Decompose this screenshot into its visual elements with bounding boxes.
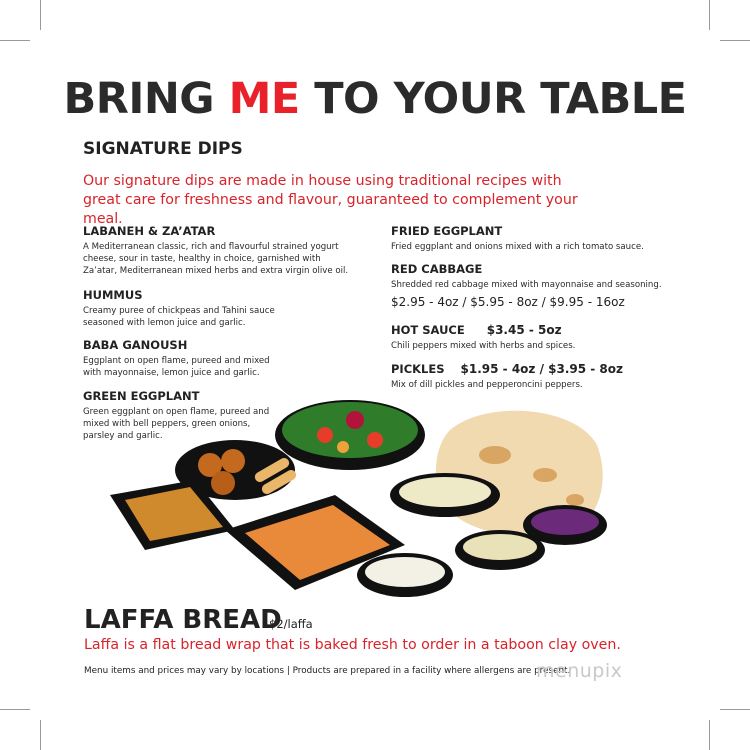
red-cabbage-dip xyxy=(531,509,599,535)
item-name: GREEN EGGPLANT xyxy=(83,389,200,403)
menu-item-labaneh xyxy=(83,224,368,278)
crop-mark xyxy=(0,40,30,41)
bread-char xyxy=(479,446,511,464)
labaneh-dip xyxy=(365,557,445,587)
tomato xyxy=(317,427,333,443)
hummus-dip xyxy=(399,477,491,507)
bread-char xyxy=(566,494,584,506)
headline-before: BRING xyxy=(63,74,229,124)
menu-item-pickles xyxy=(391,362,691,391)
item-desc: Fried eggplant and onions mixed with a rich tomato sauce. xyxy=(391,242,644,252)
laffa-title: LAFFA BREAD xyxy=(84,605,282,635)
tomato xyxy=(367,432,383,448)
item-name: PICKLES xyxy=(391,362,445,376)
item-name: HOT SAUCE xyxy=(391,323,465,337)
footer-note: Menu items and prices may vary by locations | Products are prepared in a facility where allergens are present. xyxy=(84,666,571,676)
item-name: LABANEH & ZA’ATAR xyxy=(83,224,216,238)
item-price: $3.45 - 5oz xyxy=(486,323,562,337)
laffa-price: $2/laffa xyxy=(269,617,313,631)
crop-mark xyxy=(40,720,41,750)
baba-ganoush-dip xyxy=(463,534,537,560)
falafel xyxy=(221,449,245,473)
menu-item-baba-ganoush xyxy=(83,338,368,379)
item-desc: Creamy puree of chickpeas and Tahini sauce seasoned with lemon juice and garlic. xyxy=(83,306,275,329)
crop-mark xyxy=(720,709,750,710)
laffa-description: Laffa is a flat bread wrap that is baked fresh to order in a taboon clay oven. xyxy=(84,637,621,653)
watermark: menupix xyxy=(536,660,623,682)
crop-mark xyxy=(709,0,710,30)
food-platter-image xyxy=(105,395,625,615)
item-name: HUMMUS xyxy=(83,288,143,302)
item-price: $1.95 - 4oz / $3.95 - 8oz xyxy=(460,362,624,376)
beet xyxy=(346,411,364,429)
crop-mark xyxy=(40,0,41,30)
menu-item-red-cabbage xyxy=(391,262,691,309)
item-desc: Mix of dill pickles and pepperoncini peppers. xyxy=(391,380,583,390)
item-desc: A Mediterranean classic, rich and flavourful strained yogurt cheese, sour in taste, healthy in choice, garnished with Za’atar, Mediterranean mixed herbs and extra virgin olive oil. xyxy=(83,242,349,277)
item-desc: Chili peppers mixed with herbs and spices. xyxy=(391,341,576,351)
menu-item-hot-sauce xyxy=(391,323,691,352)
item-desc: Green eggplant on open flame, pureed and mixed with bell peppers, green onions, parsley and garlic. xyxy=(83,407,270,442)
bread-char xyxy=(533,468,557,482)
falafel xyxy=(211,471,235,495)
intro-text: Our signature dips are made in house using traditional recipes with great care for freshness and flavour, guaranteed to complement your meal. xyxy=(83,173,578,227)
item-name: RED CABBAGE xyxy=(391,262,483,276)
pepper xyxy=(337,441,349,453)
headline-after: TO YOUR TABLE xyxy=(299,74,687,124)
headline-accent: ME xyxy=(228,74,300,124)
menu-item-fried-eggplant xyxy=(391,224,691,253)
crop-mark xyxy=(720,40,750,41)
item-name: BABA GANOUSH xyxy=(83,338,188,352)
section-title: SIGNATURE DIPS xyxy=(83,139,243,159)
crop-mark xyxy=(709,720,710,750)
item-desc: Shredded red cabbage mixed with mayonnaise and seasoning. xyxy=(391,280,662,290)
item-name: FRIED EGGPLANT xyxy=(391,224,503,238)
salad-greens xyxy=(282,402,418,458)
item-desc: Eggplant on open flame, pureed and mixed with mayonnaise, lemon juice and garlic. xyxy=(83,356,270,379)
menu-item-hummus xyxy=(83,288,368,329)
item-price: $2.95 - 4oz / $5.95 - 8oz / $9.95 - 16oz xyxy=(391,295,625,310)
crop-mark xyxy=(0,709,30,710)
page-headline xyxy=(0,74,750,124)
